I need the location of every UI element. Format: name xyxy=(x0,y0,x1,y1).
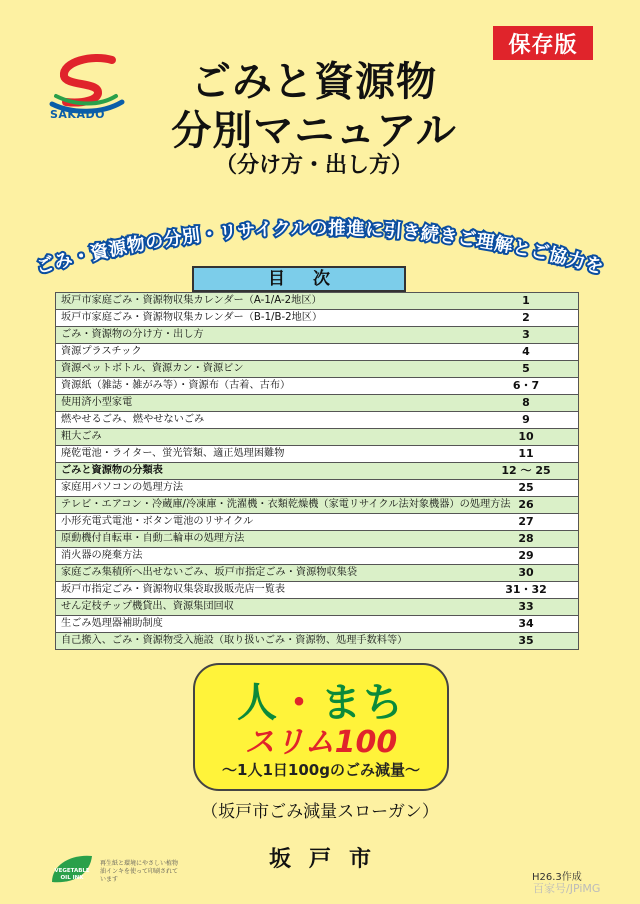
toc-label: 燃やせるごみ、燃やせないごみ xyxy=(61,414,205,425)
toc-label: 廃乾電池・ライター、蛍光管類、適正処理困難物 xyxy=(61,448,285,459)
toc-page: 28 xyxy=(518,532,534,545)
slogan-town: まち xyxy=(321,680,405,726)
toc-label: 粗大ごみ xyxy=(61,431,102,442)
toc-label: ごみと資源物の分類表 xyxy=(61,465,163,476)
page-title-line1: ごみと資源物 xyxy=(191,59,437,105)
toc-label: 資源ペットボトル、資源カン・資源ビン xyxy=(61,363,244,374)
toc-label: 家庭ごみ集積所へ出せないごみ、坂戸市指定ごみ・資源物収集袋 xyxy=(61,567,358,578)
keep-edition-badge: 保存版 xyxy=(493,26,593,60)
toc-page: 6・7 xyxy=(512,379,540,392)
ink-note: 再生紙と環境にやさしい植物油インキを使って印刷されています xyxy=(100,860,179,883)
toc-label: 自己搬入、ごみ・資源物受入施設（取り扱いごみ・資源物、処理手数料等） xyxy=(61,635,408,646)
toc-page: 33 xyxy=(518,600,534,613)
toc-page: 4 xyxy=(522,345,530,358)
toc-row xyxy=(56,429,578,446)
toc-label: 家庭用パソコンの処理方法 xyxy=(61,482,184,493)
toc-page: 12 ～ 25 xyxy=(501,464,551,477)
toc-label: ごみ・資源物の分け方・出し方 xyxy=(61,329,204,340)
toc-label: 生ごみ処理器補助制度 xyxy=(61,618,163,629)
toc-row xyxy=(56,310,578,327)
toc-page: 9 xyxy=(522,413,530,426)
slogan-person: 人 xyxy=(237,680,279,726)
toc-row xyxy=(56,344,578,361)
toc-heading: 目次 xyxy=(192,266,406,292)
toc-page: 2 xyxy=(522,311,530,324)
watermark: 百家号/JPiMG xyxy=(533,882,601,895)
toc-row xyxy=(56,616,578,633)
svg-text:OIL INK: OIL INK xyxy=(60,875,84,881)
toc-page: 35 xyxy=(518,634,534,647)
arc-message-text: ごみ・資源物の分別・リサイクルの推進に引き続きご理解とご協力を xyxy=(33,217,607,279)
toc-row xyxy=(56,565,578,582)
toc-label: 坂戸市指定ごみ・資源物収集袋取扱販売店一覧表 xyxy=(61,584,286,595)
toc-page: 11 xyxy=(518,447,534,460)
toc-page: 10 xyxy=(518,430,534,443)
toc-row xyxy=(56,293,578,310)
toc-row xyxy=(56,531,578,548)
toc-row xyxy=(56,480,578,497)
toc-row xyxy=(56,633,578,650)
toc-row xyxy=(56,599,578,616)
logo-text: SAKADO xyxy=(50,108,105,121)
toc-page: 26 xyxy=(518,498,534,511)
toc-label: 坂戸市家庭ごみ・資源物収集カレンダー（A-1/A-2地区） xyxy=(61,295,322,306)
toc-label: 消火器の廃棄方法 xyxy=(61,550,143,561)
page-title-line2: 分別マニュアル xyxy=(171,108,457,154)
toc-row xyxy=(56,378,578,395)
toc-label: 坂戸市家庭ごみ・資源物収集カレンダー（B-1/B-2地区） xyxy=(61,312,323,323)
toc-label: せん定枝チップ機貸出、資源集団回収 xyxy=(61,601,234,612)
toc-row xyxy=(56,361,578,378)
toc-row xyxy=(56,463,578,480)
toc-row xyxy=(56,446,578,463)
page-subtitle: （分け方・出し方） xyxy=(214,153,413,178)
slogan-line3: ～1人1日100gのごみ減量～ xyxy=(222,761,420,779)
table-of-contents xyxy=(55,292,579,650)
toc-page: 25 xyxy=(518,481,534,494)
toc-row xyxy=(56,395,578,412)
toc-row xyxy=(56,548,578,565)
toc-row xyxy=(56,514,578,531)
toc-label: 原動機付自転車・自動二輪車の処理方法 xyxy=(61,533,245,544)
toc-page: 34 xyxy=(518,617,534,630)
toc-label: 資源紙（雑誌・雑がみ等）・資源布（古着、古布） xyxy=(61,380,291,391)
vegetable-oil-ink-logo xyxy=(48,852,96,886)
toc-page: 1 xyxy=(522,294,530,307)
slogan-caption: （坂戸市ごみ減量スローガン） xyxy=(201,802,439,822)
toc-page: 5 xyxy=(522,362,530,375)
toc-page: 3 xyxy=(522,328,530,341)
toc-page: 27 xyxy=(518,515,534,528)
created-date: H26.3作成 xyxy=(532,872,582,883)
toc-label: 小形充電式電池・ボタン電池のリサイクル xyxy=(61,516,254,527)
toc-row xyxy=(56,497,578,514)
toc-row xyxy=(56,327,578,344)
slogan-line2: スリム100 xyxy=(244,725,398,760)
slogan-box xyxy=(193,663,449,791)
toc-page: 8 xyxy=(522,396,530,409)
toc-page: 29 xyxy=(518,549,534,562)
toc-label: 使用済小型家電 xyxy=(61,397,133,408)
toc-row xyxy=(56,582,578,599)
toc-page: 31・32 xyxy=(505,583,547,596)
svg-text:VEGETABLE: VEGETABLE xyxy=(54,868,90,874)
toc-page: 30 xyxy=(518,566,534,579)
toc-label: テレビ・エアコン・冷蔵庫/冷凍庫・洗濯機・衣類乾燥機（家電リサイクル法対象機器）の処理方法 xyxy=(61,499,511,510)
slogan-dot: ・ xyxy=(279,680,321,726)
toc-label: 資源プラスチック xyxy=(61,346,142,357)
city-name: 坂戸市 xyxy=(268,847,389,872)
toc-row xyxy=(56,412,578,429)
